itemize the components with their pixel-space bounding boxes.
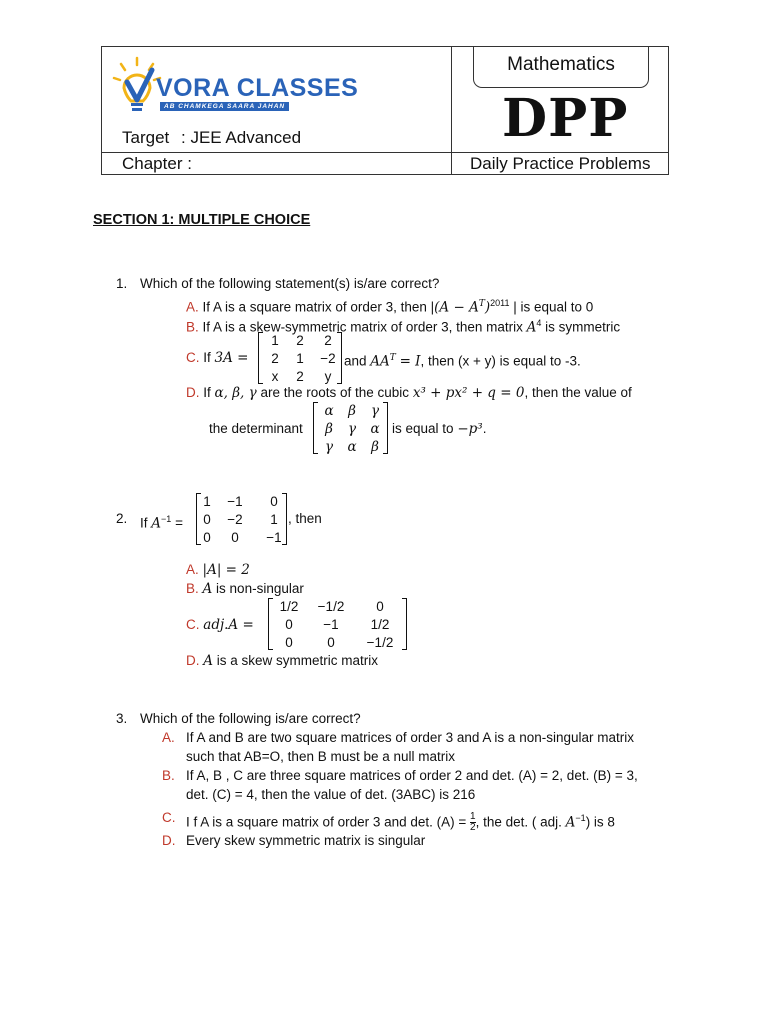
q3-option-d-letter: D.	[162, 833, 176, 848]
matrix-cell: 1	[296, 351, 304, 366]
matrix-cell: 1/2	[279, 599, 299, 614]
q1-option-b: B. If A is a skew-symmetric matrix of order 3, then matrix $A^4$ is symmetric	[186, 318, 621, 336]
matrix-bracket-right	[282, 493, 287, 545]
matrix-cell: 2	[271, 351, 279, 366]
matrix-cell: α	[370, 421, 380, 437]
q1-c-matrix	[264, 332, 342, 386]
option-letter: A.	[186, 299, 199, 315]
matrix-cell: −1	[227, 494, 243, 509]
determinant-bracket-right	[383, 402, 388, 454]
option-letter: D.	[186, 653, 200, 668]
matrix-cell: γ	[324, 439, 334, 455]
fraction: $\frac{1}{2}$	[470, 811, 476, 834]
dpp-subtitle: Daily Practice Problems	[470, 154, 651, 173]
matrix-cell: 1	[270, 512, 278, 527]
matrix-bracket-right	[402, 598, 407, 650]
matrix-cell: −1	[323, 617, 339, 632]
matrix-cell: 2	[296, 333, 304, 348]
matrix-cell: 2	[324, 333, 332, 348]
matrix-cell: −2	[320, 351, 336, 366]
q2-c-matrix	[272, 598, 404, 652]
matrix-cell: 0	[285, 635, 293, 650]
q3-option-d: Every skew symmetric matrix is singular	[186, 833, 426, 848]
matrix-cell: α	[347, 439, 357, 455]
header-divider-vertical	[451, 46, 452, 175]
brand-name: VORA CLASSES	[156, 74, 359, 102]
dpp-title: DPP	[502, 88, 629, 149]
q2-option-b: B. A is non-singular	[186, 581, 304, 597]
matrix-cell: β	[348, 403, 356, 419]
matrix-cell: 0	[270, 494, 278, 509]
brand-tagline: AB CHAMKEGA SAARA JAHAN	[160, 102, 289, 111]
matrix-cell: 0	[231, 530, 239, 545]
matrix-cell: −2	[227, 512, 243, 527]
q3-option-b-line2: det. (C) = 4, then the value of det. (3ABC) is 216	[186, 787, 476, 802]
section-title: SECTION 1: MULTIPLE CHOICE	[93, 212, 311, 228]
q1-stem: Which of the following statement(s) is/are correct?	[140, 276, 440, 291]
q1-option-c-suffix: and $AA^T = I$, then (x + y) is equal to -3.	[344, 353, 581, 370]
q3-number: 3.	[116, 711, 128, 726]
matrix-cell: 0	[285, 617, 293, 632]
q3-option-c-letter: C.	[162, 810, 176, 825]
option-letter: A.	[186, 562, 199, 577]
q3-stem: Which of the following is/are correct?	[140, 711, 361, 726]
q2-matrix	[200, 493, 292, 547]
matrix-cell: α	[324, 403, 334, 419]
bulb-logo-icon	[112, 56, 162, 126]
matrix-bracket-right	[337, 332, 342, 384]
q2-number: 2.	[116, 511, 128, 526]
option-letter: C.	[186, 617, 200, 632]
option-letter: B.	[186, 319, 199, 335]
q1-number: 1.	[116, 276, 128, 291]
matrix-cell: y	[324, 369, 332, 384]
matrix-cell: γ	[347, 421, 357, 437]
q1-option-d-line2-suffix: is equal to −p³.	[392, 421, 487, 437]
q1-option-a: A. If A is a square matrix of order 3, then $|(A - A^T)^{2011}$ | is equal to 0	[186, 298, 594, 316]
target-value: : JEE Advanced	[181, 128, 302, 147]
header-divider-horizontal	[101, 152, 669, 153]
subject-tab: Mathematics	[473, 46, 649, 88]
q2-option-a: A. |A| = 2	[186, 562, 250, 578]
q3-option-b-letter: B.	[162, 768, 175, 783]
q2-stem-suffix: , then	[288, 511, 322, 526]
matrix-bracket-left	[258, 332, 263, 384]
q1-option-c-prefix: C. If 3A =	[186, 350, 249, 366]
matrix-cell: 1	[271, 333, 279, 348]
matrix-cell: 2	[296, 369, 304, 384]
q3-option-c: I f A is a square matrix of order 3 and det. (A) = $\frac{1}{2}$ , the det. ( adj. $A^{-1}$) is 8	[186, 811, 615, 834]
q1-d-matrix	[318, 402, 386, 456]
matrix-cell: β	[325, 421, 333, 437]
target-label: Target	[122, 128, 170, 147]
matrix-cell: 1	[203, 494, 211, 509]
q3-option-b-line1: If A, B , C are three square matrices of order 2 and det. (A) = 2, det. (B) = 3,	[186, 768, 638, 783]
matrix-cell: x	[271, 369, 279, 384]
matrix-cell: 0	[327, 635, 335, 650]
option-letter: D.	[186, 385, 200, 400]
q2-option-c-prefix: C. adj.A =	[186, 617, 254, 633]
chapter-label: Chapter :	[122, 154, 192, 173]
matrix-cell: β	[371, 439, 379, 455]
matrix-cell: −1/2	[317, 599, 345, 614]
q2-stem-prefix: If $A^{-1}$ =	[140, 514, 183, 532]
matrix-cell: −1/2	[366, 635, 394, 650]
matrix-cell: −1	[266, 530, 282, 545]
q2-option-d: D. A is a skew symmetric matrix	[186, 653, 379, 669]
q1-option-d: D. If α, β, γ are the roots of the cubic x³ + px² + q = 0, then the value of	[186, 385, 632, 401]
q3-option-a-letter: A.	[162, 730, 175, 745]
q3-option-a-line2: such that AB=O, then B must be a null matrix	[186, 749, 456, 764]
matrix-cell: 0	[376, 599, 384, 614]
matrix-cell: γ	[370, 403, 380, 419]
matrix-cell: 0	[203, 530, 211, 545]
option-letter: C.	[186, 350, 200, 365]
matrix-cell: 1/2	[370, 617, 390, 632]
q1-option-d-line2-prefix: the determinant	[209, 421, 303, 436]
matrix-cell: 0	[203, 512, 211, 527]
option-letter: B.	[186, 581, 199, 596]
q3-option-a-line1: If A and B are two square matrices of order 3 and A is a non-singular matrix	[186, 730, 634, 745]
